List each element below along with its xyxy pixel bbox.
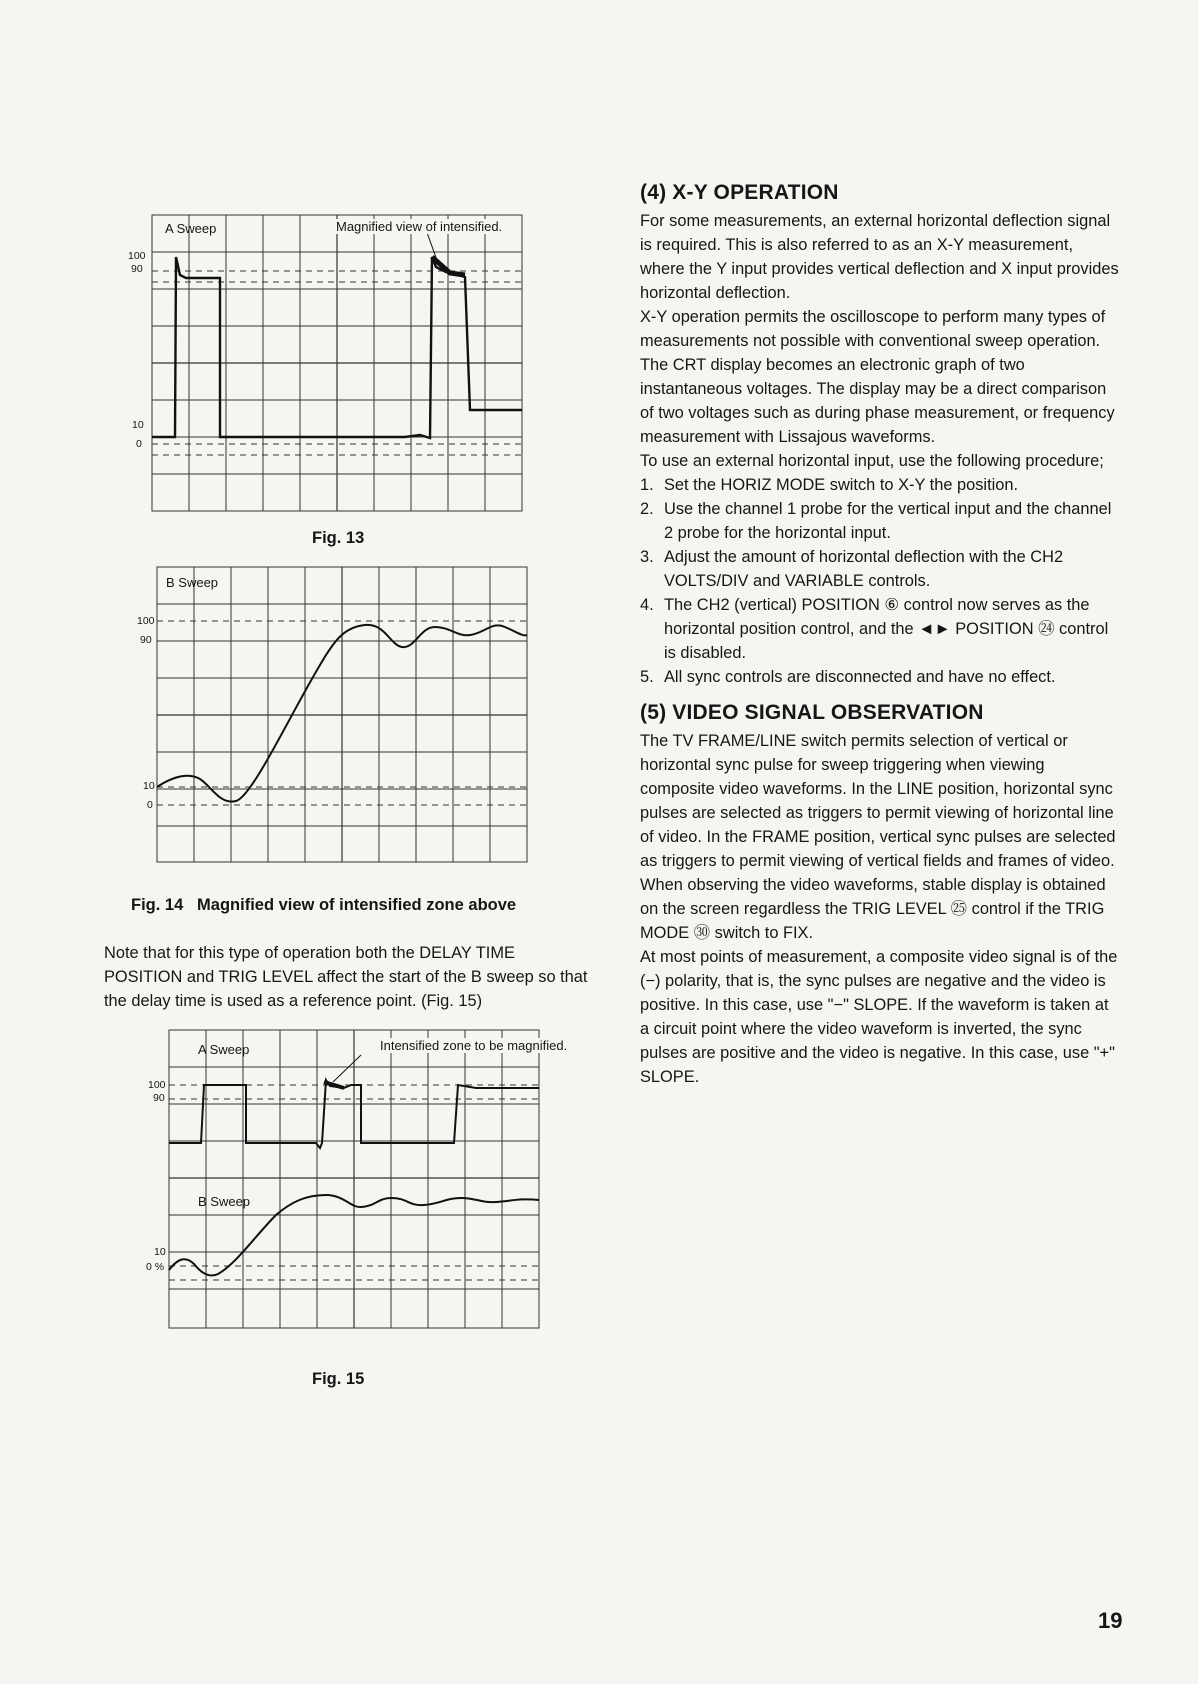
xy-step: 3. Adjust the amount of horizontal deflection with the CH2 VOLTS/DIV and VARIABLE controls. [640,548,1064,590]
video-observation-heading: (5) VIDEO SIGNAL OBSERVATION [640,701,984,724]
fig13-grid [152,215,522,511]
note-paragraph: Note that for this type of operation both the DELAY TIME POSITION and TRIG LEVEL affect the start of the B sweep so that the delay time is used as a reference point. (Fig. 15) [104,944,588,1010]
fig14-grid [157,567,527,862]
fig15-tick-100: 100 [148,1079,166,1091]
xy-para-3: To use an external horizontal input, use the following procedure; [640,452,1104,470]
fig15-label-intensified: Intensified zone to be magnified. [380,1038,568,1053]
fig14-caption-number: Fig. 14 [131,896,184,914]
fig15-label-b-sweep: B Sweep [198,1194,251,1209]
fig14-tick-90: 90 [140,634,152,646]
fig13-caption: Fig. 13 [312,529,365,547]
fig15-tick-0: 0 % [146,1261,165,1273]
fig14-caption [131,896,516,915]
xy-step: 4. The CH2 (vertical) POSITION ⑥ control now serves as the horizontal position control, and the ◄► POSITION ㉔ control is disabled. [640,596,1109,662]
fig15-tick-10: 10 [154,1246,166,1258]
xy-para-2: X-Y operation permits the oscilloscope to perform many types of measurements not possible with conventional sweep operation. The CRT display becomes an electronic graph of two instantaneous voltages. The display may be a direct comparison of two voltages such as during phase measurement, or frequency measurement with Lissajous waveforms. [640,308,1115,446]
xy-step: 1. Set the HORIZ MODE switch to X-Y the position. [640,476,1019,494]
fig13-label-a-sweep: A Sweep [165,221,217,236]
xy-para-1: For some measurements, an external horizontal deflection signal is required. This is also referred to as an X-Y measurement, where the Y input provides vertical deflection and X input provides horizontal deflection. [640,212,1119,302]
fig15-pointer-arrow [333,1055,361,1082]
page-number: 19 [1098,1608,1123,1633]
fig14-caption-text: Magnified view of intensified zone above [197,896,517,914]
fig14-label-b-sweep: B Sweep [166,575,219,590]
right-column [640,181,1120,1089]
xy-step: 5. All sync controls are disconnected and have no effect. [640,668,1056,686]
fig14-tick-10: 10 [143,780,155,792]
video-para-1: The TV FRAME/LINE switch permits selection of vertical or horizontal sync pulse for sweep triggering when viewing composite video waveforms. In the LINE position, horizontal sync pulses are selected as triggers to permit viewing of horizontal line of video. In the FRAME position, vertical sync pulses are selected as triggers to permit viewing of vertical fields and frames of video. When observing the video waveforms, stable display is obtained on the screen regardless the TRIG LEVEL ㉕ control if the TRIG MODE ㉚ switch to FIX. [640,732,1116,942]
video-para-2: At most points of measurement, a composite video signal is of the (−) polarity, that is, the sync pulses are negative and the video is positive. In this case, use "−" SLOPE. If the waveform is taken at a circuit point where the video waveform is inverted, the sync pulses are positive and the video is negative. In this case, use "+" SLOPE. [640,948,1118,1086]
fig15-grid [169,1030,539,1328]
fig13-scope [120,205,540,515]
fig13-tick-0: 0 [136,438,142,450]
fig13-tick-10: 10 [132,419,144,431]
fig14-tick-0: 0 [147,799,153,811]
fig14-tick-100: 100 [137,615,155,627]
fig14-scope [137,565,530,865]
fig15-scope [146,1030,596,1330]
fig15-label-a-sweep: A Sweep [198,1042,250,1057]
fig15-tick-90: 90 [153,1092,165,1104]
fig13-tick-100: 100 [128,250,146,262]
fig15-caption: Fig. 15 [312,1370,365,1388]
fig13-label-magnified: Magnified view of intensified. [336,219,503,234]
fig13-tick-90: 90 [131,263,143,275]
xy-operation-heading: (4) X-Y OPERATION [640,181,839,204]
xy-step: 2. Use the channel 1 probe for the vertical input and the channel 2 probe for the horizontal input. [640,500,1112,542]
xy-steps-list [640,473,1120,689]
